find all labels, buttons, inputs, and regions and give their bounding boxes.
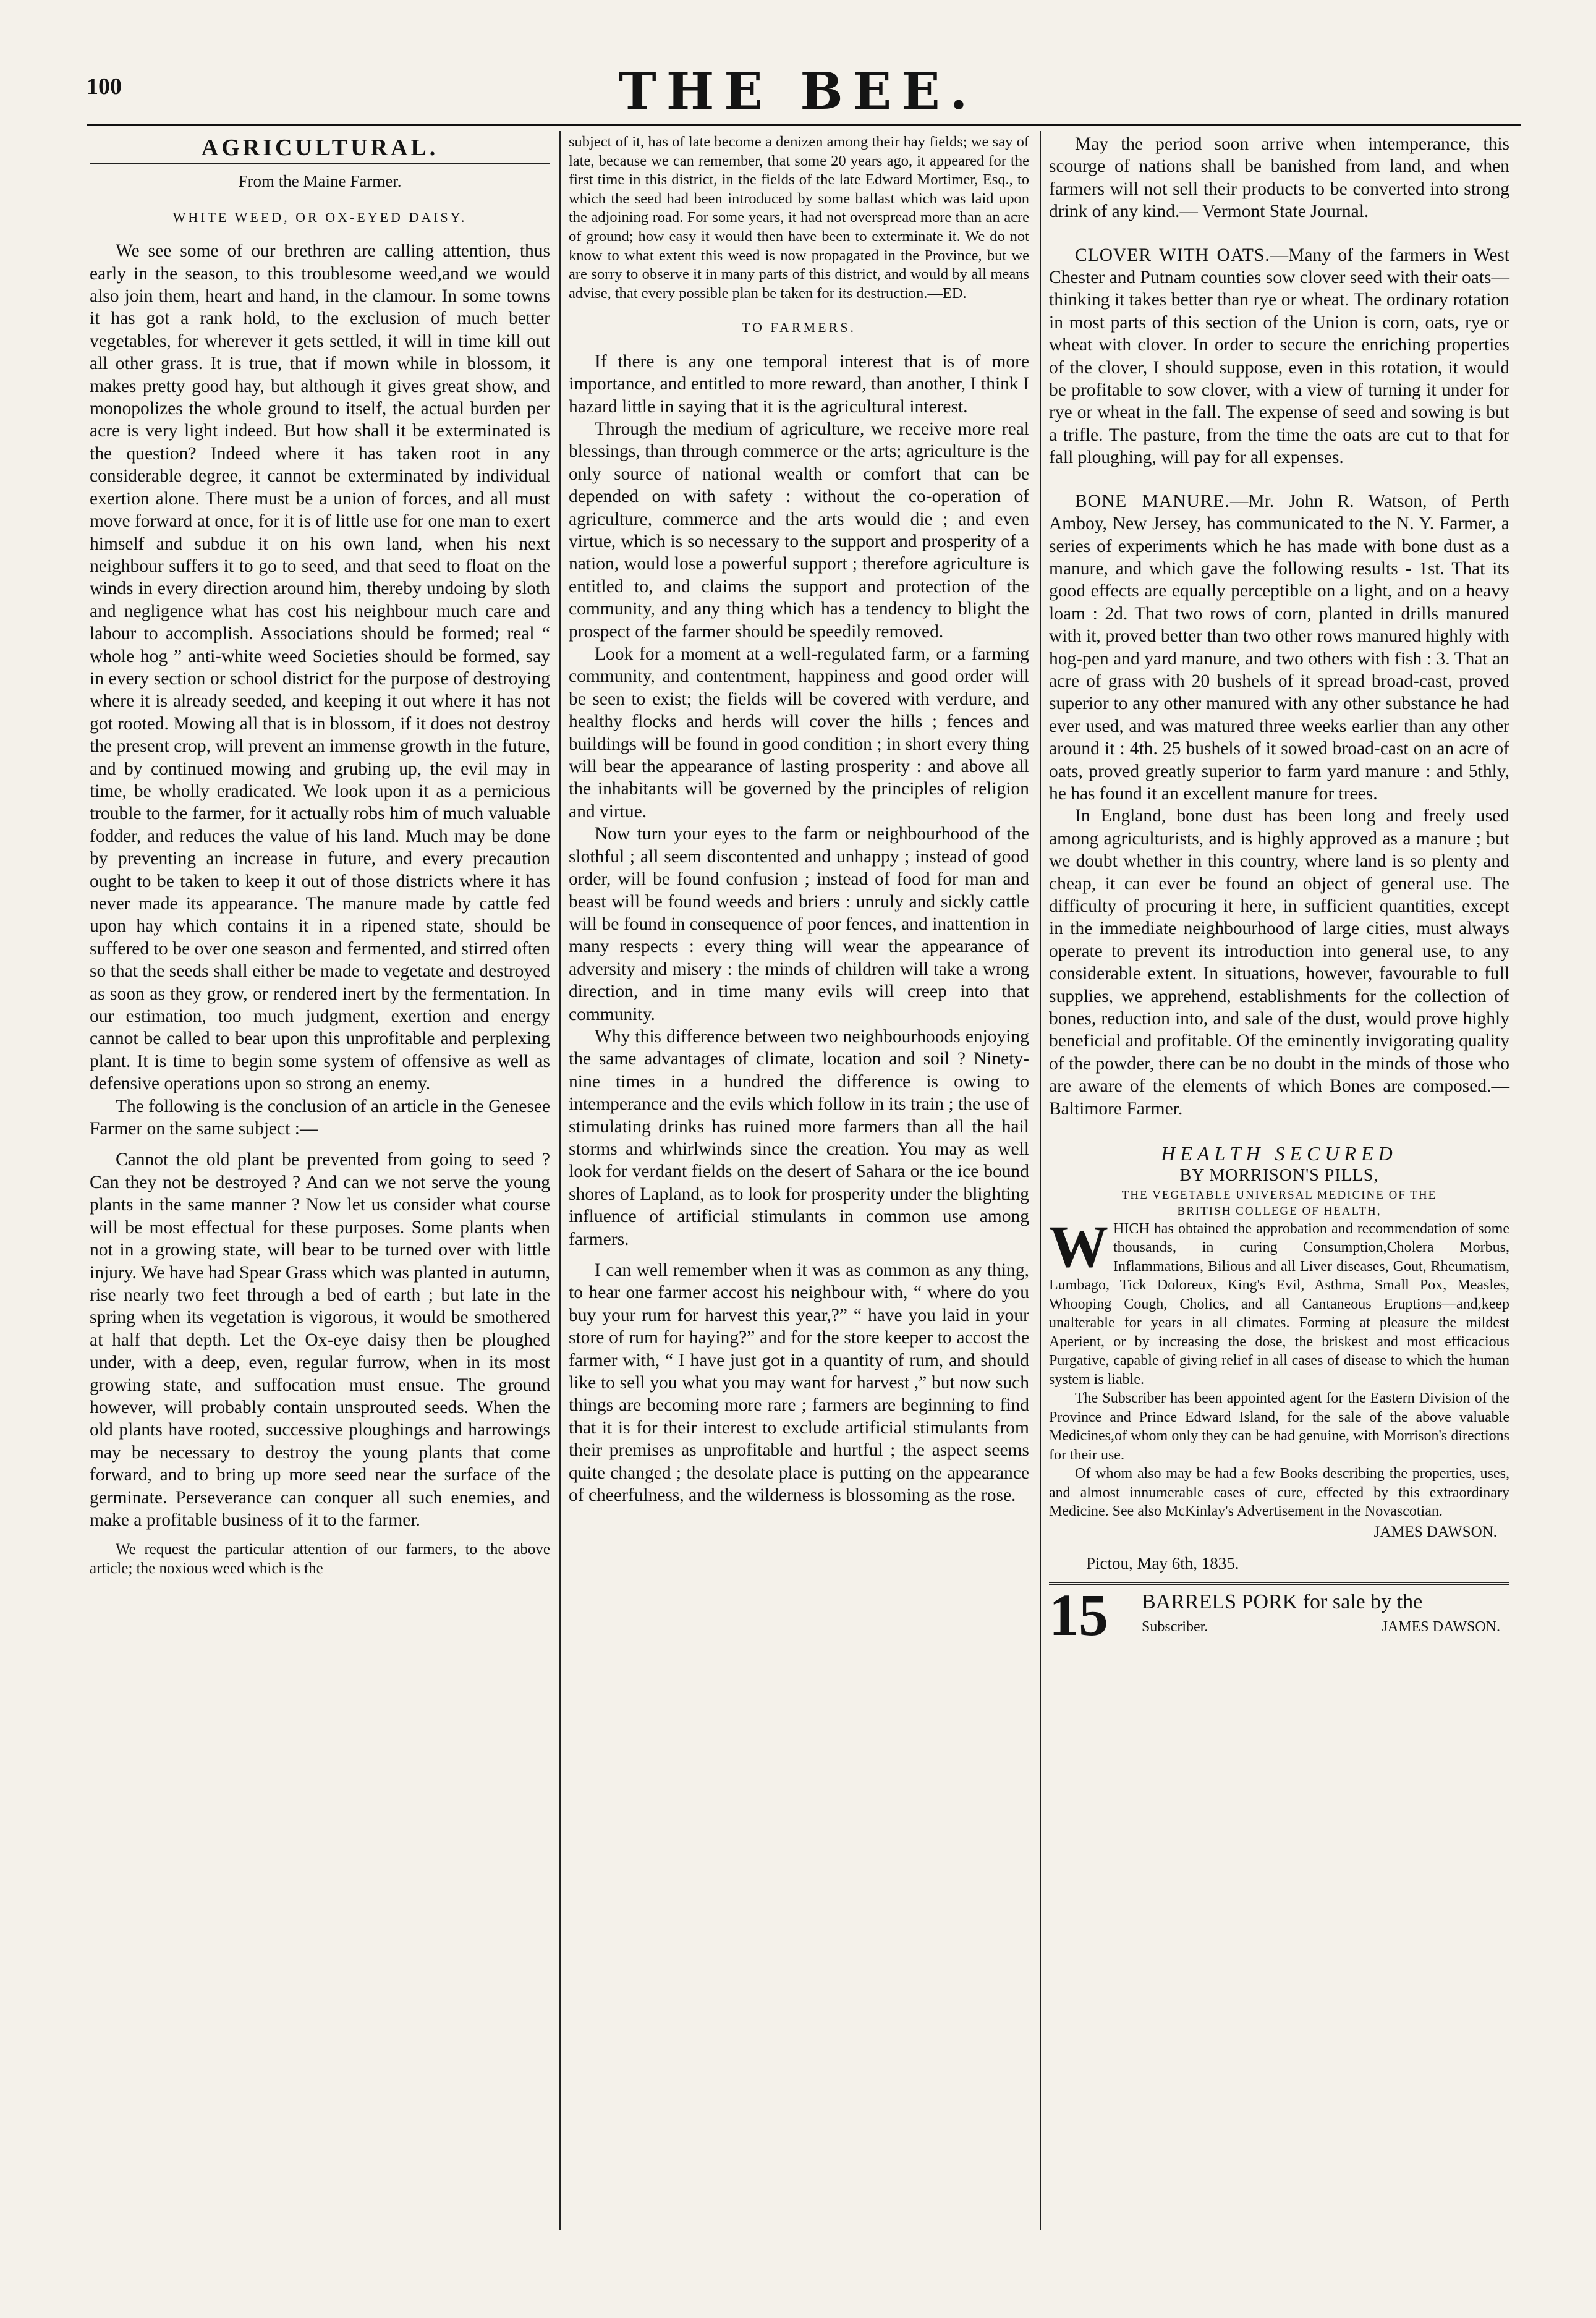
page-number: 100 <box>87 74 122 100</box>
column-3 <box>1049 133 1509 1648</box>
article-paragraph: If there is any one temporal interest that is of more importance, and entitled to more reward, than another, I think I hazard little in saying that it is the agricultural interest. <box>569 351 1029 417</box>
article-lead: CLOVER WITH OATS. <box>1075 245 1270 265</box>
ad-byline: BY MORRISON'S PILLS, <box>1179 1166 1379 1186</box>
advertisement-rule <box>1049 1129 1509 1131</box>
article-paragraph: Now turn your eyes to the farm or neighbourhood of the slothful ; all seem discontented and unhappy ; instead of good order, will be found confusion ; instead of food for man and beast will be found weeds and briers : unruly and sickly cattle will be found in consequence of poor fences, and inattention in many respects : every thing will wear the appearance of adversity and misery : the minds of children will take a wrong direction, and in time many evils will creep into that community. <box>569 824 1029 1024</box>
ad-headline: HEALTH SECURED <box>1161 1142 1398 1165</box>
ad-body <box>1049 1213 1509 1390</box>
advertisement-pork <box>1049 1581 1509 1648</box>
article-paragraph: Why this difference between two neighbourhoods enjoying the same advantages of climate, location and soil ? Ninety-nine times in a hundred the difference is owing to intemperance and the evils which follow in its train ; the use of stimulating drinks has ruined more farmers than all the hail storms and whirlwinds since the creation. You may as well look for verdant fields on the desert of Sahara or the ice bound shores of Lapland, as to look for prosperity under the blighting influence of artificial stimulants in common use among farmers. <box>569 1026 1029 1249</box>
ad-dateline: Pictou, May 6th, 1835. <box>1086 1554 1239 1573</box>
pork-subline <box>1142 1616 1500 1638</box>
article-title: WHITE WEED, OR OX-EYED DAISY. <box>172 209 467 225</box>
article-paragraph: We see some of our brethren are calling attention, thus early in the season, to this troublesome weed,and we would also join them, heart and hand, in the clamour. In some towns it has got a rank hold, to the exclusion of much better vegetables, for wherever it gets settled, it will in time kill out all other grass. It is true, that if mown while in blossom, it makes pretty good hay, but although it gives great show, and monopolizes the whole ground to itself, the actual burden per acre is very light indeed. But how shall it be exterminated is the question? Indeed where it has taken root in any considerable degree, it cannot be exterminated by individual exertion alone. There must be a union of forces, and all must move forward at once, for it is of little use for one man to exert himself and subdue it on his own land, when his next neighbour suffers it to go to seed, and that seed to float on the winds in every direction around him, thereby undoing by sloth and negligence what has cost his neighbour much care and labour to accomplish. Associations should be formed; real “ whole hog ” anti-white weed Societies should be formed, say in every section or school district for the purpose of destroying where it is already seeded, and keeping it out where it has not got rooted. Mowing all that is in blossom, if it does not destroy the present crop, will prevent an immense growth in the future, and by continued mowing and grubing up, the evil may in time, be wholly eradicated. We look upon it as a pernicious trouble to the farmer, for it actually robs him of much valuable fodder, and reduces the value of his land. Much may be done by preventing an increase in future, and every precaution ought to be taken to keep it out of those districts where it has never made its appearance. The manure made by cattle fed upon hay which contains it in a ripened state, should be suffered to be over one season and fermented, and stirred often so that the seeds shall either be made to vegetate and destroyed as soon as they grow, or rendered inert by the fermentation. In our estimation, too much judgment, exertion and energy cannot be called to bear upon this unprofitable and perplexing plant. It is time to begin some system of offensive as well as defensive operations upon so strong an enemy. <box>90 241 550 1094</box>
column-divider <box>1040 131 1041 2230</box>
advertisement-morrisons-pills <box>1049 1142 1509 1575</box>
column-2 <box>569 133 1029 1506</box>
article-paragraph: Through the medium of agriculture, we receive more real blessings, than through commerce or the arts; agriculture is the only source of national wealth or comfort that can be depended on with safety : without the co-operation of agriculture, commerce and the arts would die ; and even virtue, which is so necessary to the support and prosperity of a nation, would lose a powerful support ; therefore agriculture is entitled to, and claims the support and protection of the community, and any thing which has a tendency to blight the prospect of the farmer should be speedily removed. <box>569 418 1029 642</box>
article-paragraph: Cannot the old plant be prevented from going to seed ? Can they not be destroyed ? And can we not serve the young plants in the same manner ? Now let us consider what course will be most effectual for these purposes. Some plants when not in a growing state, will bear to be turned over with little injury. We have had Spear Grass which was planted in autumn, rise nearly two feet through a bed of earth ; but late in the spring when its vegetation is vigorous, it would be smothered at half that depth. Let the Ox-eye daisy then be ploughed under, with a deep, even, regular furrow, when in its most growing state, and suffocation must ensue. The ground however, will probably contain unsprouted seeds. When the old plants have rooted, successive ploughings and harrowings may be necessary to destroy the young plants that come forward, and to bring up more seed near the surface of the germinate. Perseverance can conquer all such enemies, and make a profitable business of it to the farmer. <box>90 1150 550 1530</box>
article-paragraph: The following is the conclusion of an article in the Genesee Farmer on the same subject :— <box>90 1096 550 1139</box>
article-paragraph: I can well remember when it was as common as any thing, to hear one farmer accost his neighbour with, “ where do you buy your rum for harvest this year,?” “ have you laid in your store of rum for haying?” and for the store keeper to accost the farmer with, “ I have just got in a quantity of rum, and should like to sell you what you may want for harvest ,” but now such things are becoming more rare ; farmers are beginning to find that it is for their interest to exclude artificial stimulants from their premises as unprofitable and hurtful ; the aspect seems quite changed ; the desolate place is putting on the appearance of cheerfulness, and the wilderness is blossoming as the rose. <box>569 1260 1029 1506</box>
drop-cap: W <box>1049 1213 1108 1280</box>
article-lead: BONE MANURE. <box>1075 491 1230 511</box>
ad-text: The Subscriber has been appointed agent for the Eastern Division of the Province and Prince Edward Island, for the sale of the above valuable Medicines,of whom only they can be had genuine, with Morrison's directions for their use. <box>1049 1390 1509 1463</box>
ad-text: Of whom also may be had a few Books describing the properties, uses, and almost innumerable cases of cure, effected by this extraordinary Medicine. See also McKinlay's Advertisement in the Novascotian. <box>1049 1466 1509 1520</box>
masthead: THE BEE. <box>618 62 978 121</box>
article-source: From the Maine Farmer. <box>238 172 402 191</box>
pork-quantity: 15 <box>1049 1581 1108 1648</box>
section-heading: AGRICULTURAL. <box>90 137 550 164</box>
article-paragraph: May the period soon arrive when intemperance, this scourge of nations shall be banished from land, and when farmers will not sell their products to be converted into strong drink of any kind.— Vermont State Journal. <box>1049 134 1509 222</box>
article-paragraph <box>1049 490 1509 805</box>
column-1 <box>90 133 550 1578</box>
article-text: —Many of the farmers in West Chester and Putnam counties sow clover seed with their oats—thinking it takes better than rye or wheat. The ordinary rotation in most parts of this section of the Union is corn, oats, rye or wheat with clover. In order to secure the enriching properties of the clover, I should suppose, even in this rotation, it would be profitable to sow clover, with a view of turning it under for rye or wheat in the fall. The expense of seed and sowing is but a trifle. The pasture, from the time the oats are cut to that for fall ploughing, will pay for all expenses. <box>1049 245 1509 468</box>
article-paragraph: In England, bone dust has been long and freely used among agriculturists, and is highly approved as a manure ; but we doubt whether in this country, where land is so plenty and cheap, it can ever be found an object of general use. The difficulty of procuring it here, in sufficient quantities, except in the immediate neighbourhood of large cities, must always operate to prevent its introduction into general use, to any considerable extent. In situations, however, favourable to full supplies, we apprehend, establishments for the collection of bones, reduction into, and sale of the dust, would prove highly beneficial and profitable. Of the eminently invigorating quality of the powder, there can be no doubt in the minds of those who are aware of the elements of which Bones are composed.— Baltimore Farmer. <box>1049 806 1509 1119</box>
ad-text: HICH has obtained the approbation and recommendation of some thousands, in curing Consumption,Cholera Morbus, Inflammations, Bilious and all Liver diseases, Gout, Rheumatism, Lumbago, Tick Doloreux, King's Evil, Asthma, Small Pox, Measles, Whooping Cough, Cholics, and all Cantaneous Eruptions—and,keep unalterable for years in all climates. Forming at pleasure the mildest Aperient, or by increasing the dose, the briskest and most efficacious Purgative, capable of giving relief in all cases of disease to which the human system is liable. <box>1049 1220 1509 1388</box>
column-divider <box>559 131 561 2230</box>
article-title: TO FARMERS. <box>741 320 856 336</box>
header-rule <box>87 124 1521 126</box>
ad-subtitle: BRITISH COLLEGE OF HEALTH, <box>1177 1204 1382 1218</box>
pork-subscriber: Subscriber. <box>1142 1618 1208 1635</box>
article-text: —Mr. John R. Watson, of Perth Amboy, New Jersey, has communicated to the N. Y. Farmer, a series of experiments which he has made with bone dust as a manure, and which gave the following results - 1st. That its good effects are equally perceptible on a light, and on a heavy loam : 2d. That two rows of corn, planted in drills manured with it, proved better than two other rows manured highly with hog-pen and yard manure, and two others with fish : 3. That an acre of grass with 20 bushels of it spread broad-cast, proved superior to any other manured with any other substance he had ever used, and was matured three weeks earlier than any other around it : 4th. 25 bushels of it sowed broad-cast on an acre of oats, proved greatly superior to farm yard manure : and 5thly, he has found it an excellent manure for trees. <box>1049 491 1509 804</box>
pork-signature: JAMES DAWSON. <box>1382 1618 1500 1635</box>
article-paragraph: Look for a moment at a well-regulated farm, or a farming community, and contentment, happiness and good order will be seen to exist; the fields will be covered with verdure, and healthy flocks and herds will cover the hills ; fences and buildings will be found in good condition ; in short every thing will bear the appearance of lasting prosperity : and above all the inhabitants will be governed by the principles of religion and virtue. <box>569 644 1029 821</box>
editor-note: We request the particular attention of our farmers, to the above article; the noxious weed which is the <box>90 1541 550 1577</box>
pork-headline: BARRELS PORK for sale by the <box>1142 1590 1423 1613</box>
article-paragraph <box>1049 244 1509 469</box>
ad-signature: JAMES DAWSON. <box>1373 1523 1497 1540</box>
editor-note: subject of it, has of late become a denizen among their hay fields; we say of late, because we can remember, that some 20 years ago, it appeared for the first time in this district, in the fields of the late Edward Mortimer, Esq., to which the seed had been introduced by some ballast which was laid upon the adjoining road. For some years, it had not overspread more than an acre of ground; how easy it would then have been to exterminate it. We do not know to what extent this weed is now propagated in the Province, but we are sorry to observe it in many parts of this district, and would by all means advise, that every possible plan be taken for its destruction.—ED. <box>569 134 1029 302</box>
ad-subtitle: THE VEGETABLE UNIVERSAL MEDICINE OF THE <box>1121 1188 1437 1202</box>
